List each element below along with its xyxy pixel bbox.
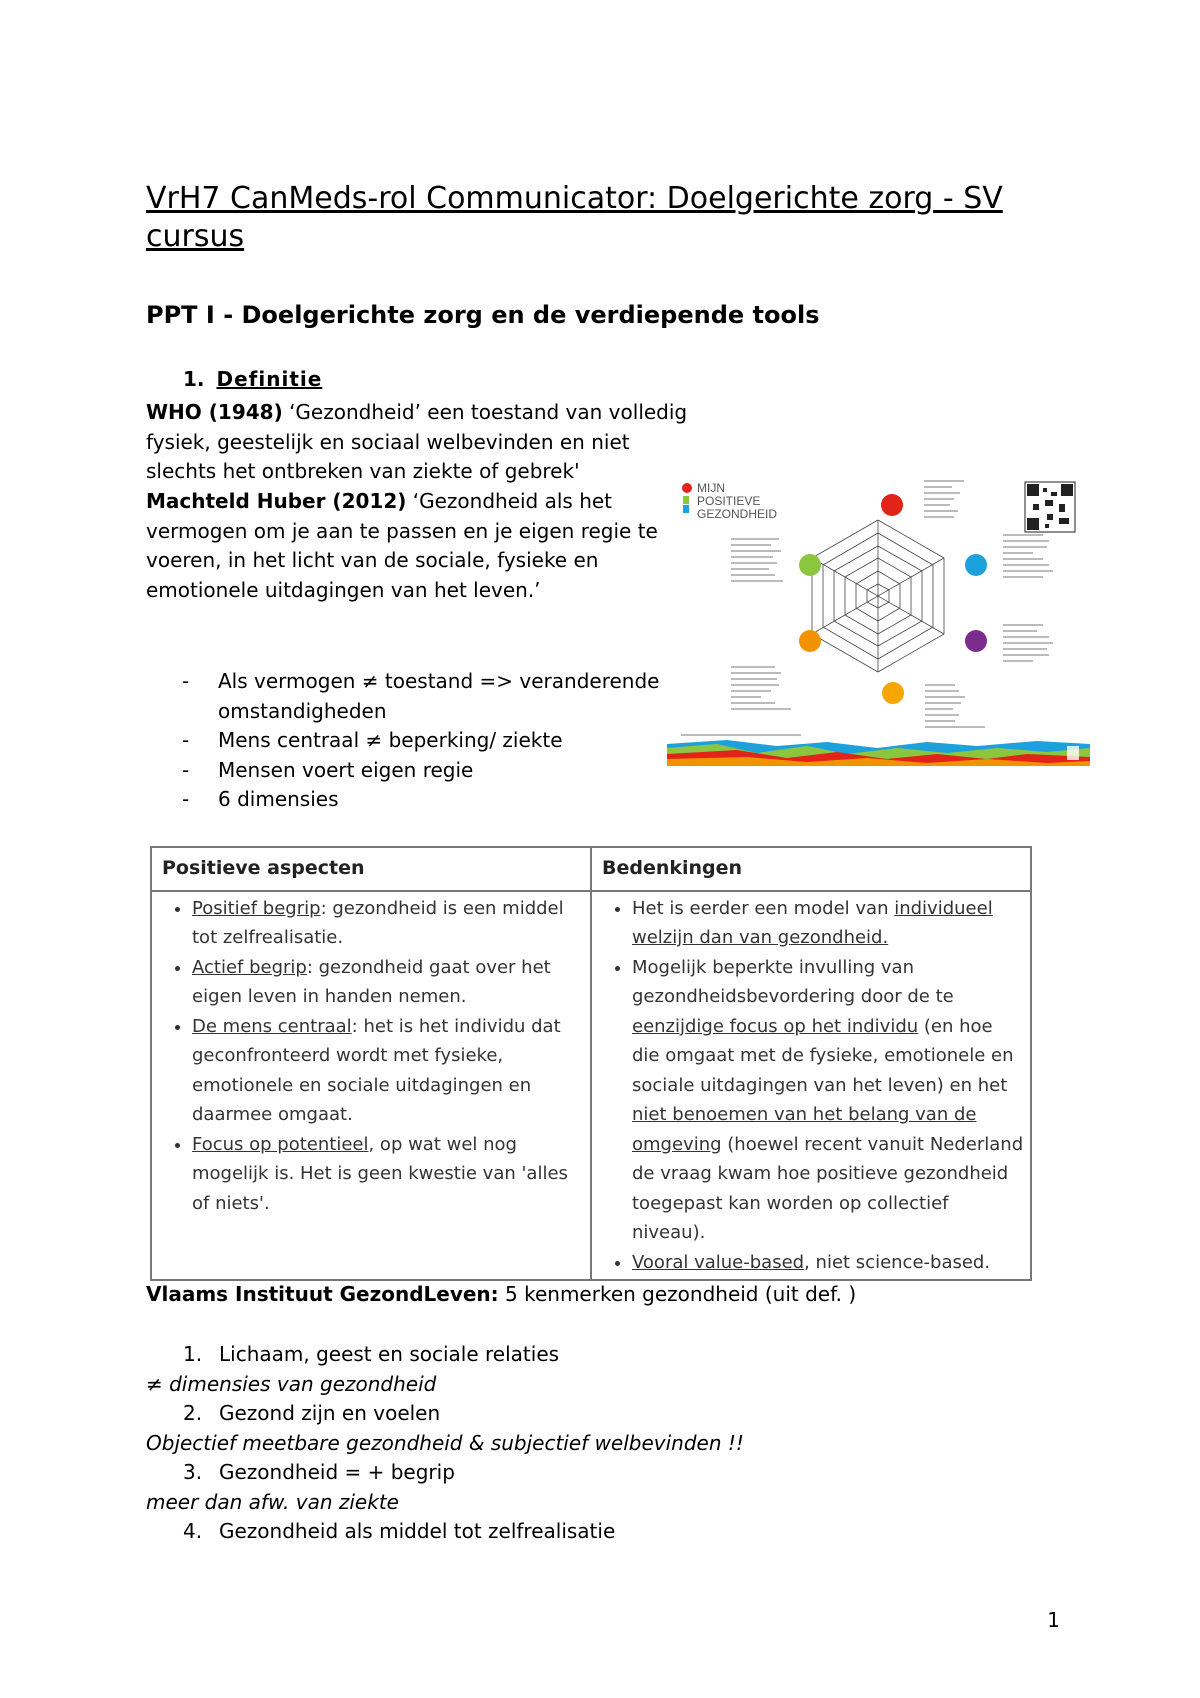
logo-line: POSITIEVE — [697, 494, 761, 508]
list-item: - Mensen voert eigen regie — [182, 757, 474, 782]
bullet-list — [182, 667, 659, 815]
vig-label: Vlaams Instituut GezondLeven: — [146, 1282, 499, 1306]
list-item: - Als vermogen ≠ toestand => veranderende — [182, 669, 660, 693]
page-number: 1 — [1047, 1608, 1060, 1632]
dimension-icon — [965, 630, 987, 652]
list-item: 2. Gezond zijn en voelen — [183, 1401, 441, 1425]
dimension-icon — [799, 554, 821, 576]
who-paragraph — [146, 398, 1006, 487]
list-item: • Vooral value-based, niet science-based. — [632, 1248, 1024, 1278]
list-item: • Het is eerder een model van individueel welzijn dan van gezondheid. — [632, 894, 1024, 953]
section-heading: PPT I - Doelgerichte zorg en de verdiepende tools — [146, 301, 820, 329]
dimension-icon — [881, 494, 903, 516]
list-item: 3. Gezondheid = + begrip — [183, 1460, 455, 1484]
document-title: VrH7 CanMeds-rol Communicator: Doelgerichte zorg - SV cursus — [146, 181, 1003, 254]
numbered-list — [146, 1340, 1046, 1547]
aspects-table — [150, 846, 1032, 1281]
color-band — [667, 740, 1090, 766]
vig-paragraph — [146, 1280, 1046, 1310]
dimension-icon — [965, 554, 987, 576]
list-item: • Focus op potentieel, op wat wel nog mogelijk is. Het is geen kwestie van 'alles of niets'. — [192, 1130, 584, 1219]
heading-label: Definitie — [216, 367, 323, 391]
dimension-icon — [799, 630, 821, 652]
list-item: • De mens centraal: het is het individu dat geconfronteerd wordt met fysieke, emotionele en sociale uitdagingen en daarmee omgaat. — [192, 1012, 584, 1130]
list-note: meer dan afw. van ziekte — [146, 1489, 399, 1514]
who-label: WHO (1948) — [146, 400, 283, 424]
table-header: Bedenkingen — [591, 847, 1031, 891]
dimension-icon — [882, 682, 904, 704]
table-cell-positive — [151, 891, 591, 1281]
list-note: Objectief meetbare gezondheid & subjectief welbevinden !! — [146, 1430, 744, 1455]
huber-label: Machteld Huber (2012) — [146, 489, 407, 513]
list-item: - Mens centraal ≠ beperking/ ziekte — [182, 728, 563, 752]
heading-number: 1. — [183, 367, 205, 391]
list-item: • Positief begrip: gezondheid is een middel tot zelfrealisatie. — [192, 894, 584, 953]
huber-paragraph — [146, 487, 706, 605]
list-item: omstandigheden — [218, 698, 387, 723]
logo-line: MIJN — [697, 481, 725, 495]
who-text: ‘Gezondheid’ een toestand van volledig fysiek, geestelijk en sociaal welbevinden en niet slechts het ontbreken van ziekte of gebrek' — [146, 400, 688, 483]
radar-grid — [812, 520, 944, 672]
table-header: Positieve aspecten — [151, 847, 591, 891]
qr-code-icon — [1025, 482, 1075, 532]
list-item: • Actief begrip: gezondheid gaat over het eigen leven in handen nemen. — [192, 953, 584, 1012]
numbered-heading-definitie — [183, 367, 322, 391]
list-item: 1. Lichaam, geest en sociale relaties — [183, 1342, 560, 1366]
logo-line: GEZONDHEID — [697, 507, 778, 521]
positive-health-figure — [667, 478, 1090, 766]
list-item: 4. Gezondheid als middel tot zelfrealisatie — [183, 1519, 616, 1543]
list-item: - 6 dimensies — [182, 787, 339, 811]
table-cell-concerns — [591, 891, 1031, 1281]
huber-text: ‘Gezondheid als het vermogen om je aan te passen en je eigen regie te voeren, in het licht van de sociale, fysieke en emotionele uitdagingen van het leven.’ — [146, 489, 658, 602]
list-note: ≠ dimensies van gezondheid — [146, 1371, 437, 1396]
list-item: • Mogelijk beperkte invulling van gezondheidsbevordering door de te eenzijdige focus op het individu (en hoe die omgaat met de fysieke, emotionele en sociale uitdagingen van het leven) en het niet benoemen van het belang van de omgeving (hoewel recent vanuit Nederland de vraag kwam hoe positieve gezondheid toegepast kan worden op collectief niveau). — [632, 953, 1024, 1248]
vig-text: 5 kenmerken gezondheid (uit def. ) — [498, 1282, 857, 1306]
